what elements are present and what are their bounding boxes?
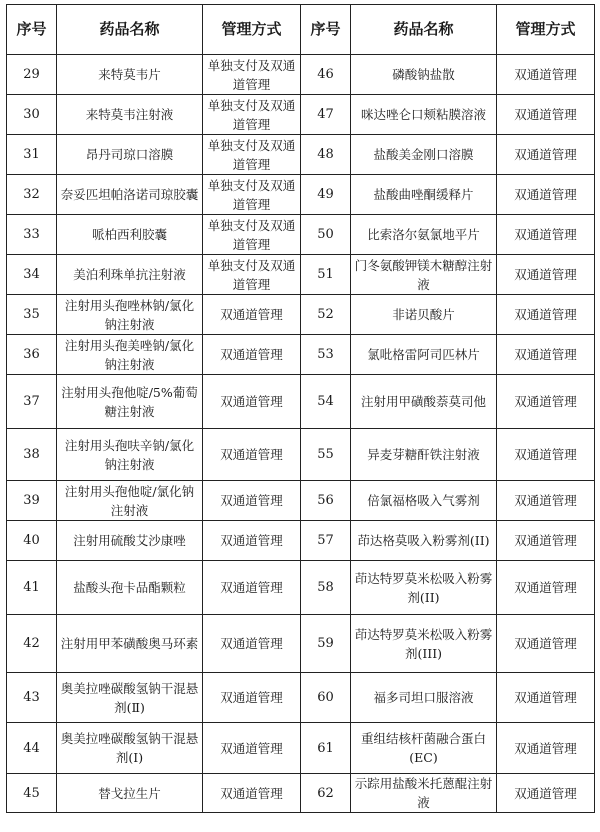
method-right: 双通道管理 [496,723,594,774]
method-right: 双通道管理 [496,774,594,813]
method-left: 双通道管理 [202,615,300,673]
no-right: 61 [300,723,350,774]
header-method-left: 管理方式 [202,5,300,55]
no-right: 49 [300,175,350,215]
no-left: 41 [7,561,57,615]
no-left: 40 [7,521,57,561]
no-left: 42 [7,615,57,673]
header-method-right: 管理方式 [496,5,594,55]
drug-name-right: 茚达特罗莫米松吸入粉雾剂(III) [351,615,497,673]
method-left: 双通道管理 [202,561,300,615]
no-left: 45 [7,774,57,813]
method-right: 双通道管理 [496,95,594,135]
table-row [7,135,595,175]
method-left: 双通道管理 [202,673,300,723]
drug-name-left: 注射用甲苯磺酸奥马环素 [57,615,203,673]
method-right: 双通道管理 [496,673,594,723]
method-left: 单独支付及双通道管理 [202,175,300,215]
table-body [7,55,595,813]
drug-name-left: 奈妥匹坦帕洛诺司琼胶囊 [57,175,203,215]
drug-name-right: 福多司坦口服溶液 [351,673,497,723]
no-left: 38 [7,429,57,481]
no-left: 43 [7,673,57,723]
table-row [7,95,595,135]
drug-name-left: 奥美拉唑碳酸氢钠干混悬剂(I) [57,723,203,774]
no-left: 36 [7,335,57,375]
drug-name-right: 非诺贝酸片 [351,295,497,335]
drug-name-right: 磷酸钠盐散 [351,55,497,95]
table-row [7,723,595,774]
method-right: 双通道管理 [496,429,594,481]
drug-name-left: 注射用头孢唑林钠/氯化钠注射液 [57,295,203,335]
drug-name-left: 美泊利珠单抗注射液 [57,255,203,295]
method-right: 双通道管理 [496,175,594,215]
method-left: 双通道管理 [202,375,300,429]
table-row [7,561,595,615]
method-left: 双通道管理 [202,723,300,774]
method-left: 双通道管理 [202,429,300,481]
no-left: 29 [7,55,57,95]
no-right: 56 [300,481,350,521]
method-right: 双通道管理 [496,521,594,561]
drug-name-left: 注射用硫酸艾沙康唑 [57,521,203,561]
drug-name-left: 昂丹司琼口溶膜 [57,135,203,175]
no-right: 48 [300,135,350,175]
table-row [7,521,595,561]
table-row [7,175,595,215]
table-row [7,615,595,673]
no-right: 51 [300,255,350,295]
method-right: 双通道管理 [496,255,594,295]
drug-name-right: 氯吡格雷阿司匹林片 [351,335,497,375]
no-right: 50 [300,215,350,255]
no-left: 39 [7,481,57,521]
drug-name-left: 来特莫韦片 [57,55,203,95]
drug-name-left: 哌柏西利胶囊 [57,215,203,255]
no-right: 54 [300,375,350,429]
no-right: 60 [300,673,350,723]
drug-name-right: 咪达唑仑口颊粘膜溶液 [351,95,497,135]
no-left: 32 [7,175,57,215]
table-row [7,55,595,95]
drug-name-left: 注射用头孢他啶/氯化钠注射液 [57,481,203,521]
table-row [7,335,595,375]
method-left: 双通道管理 [202,521,300,561]
table-row [7,481,595,521]
no-right: 59 [300,615,350,673]
no-right: 62 [300,774,350,813]
drug-name-right: 倍氯福格吸入气雾剂 [351,481,497,521]
table-row [7,295,595,335]
drug-name-left: 注射用头孢呋辛钠/氯化钠注射液 [57,429,203,481]
method-left: 双通道管理 [202,335,300,375]
drug-name-left: 注射用头孢他啶/5%葡萄糖注射液 [57,375,203,429]
header-name-right: 药品名称 [351,5,497,55]
method-right: 双通道管理 [496,135,594,175]
no-left: 35 [7,295,57,335]
drug-name-left: 奥美拉唑碳酸氢钠干混悬剂(Ⅱ) [57,673,203,723]
drug-name-right: 示踪用盐酸米托蒽醌注射液 [351,774,497,813]
method-right: 双通道管理 [496,481,594,521]
no-left: 31 [7,135,57,175]
header-name-left: 药品名称 [57,5,203,55]
drug-name-right: 比索洛尔氨氯地平片 [351,215,497,255]
drug-name-left: 盐酸头孢卡品酯颗粒 [57,561,203,615]
drug-name-right: 门冬氨酸钾镁木糖醇注射液 [351,255,497,295]
no-right: 53 [300,335,350,375]
no-right: 46 [300,55,350,95]
drug-name-right: 盐酸美金刚口溶膜 [351,135,497,175]
drug-name-right: 茚达特罗莫米松吸入粉雾剂(II) [351,561,497,615]
table-row [7,429,595,481]
header-no-left: 序号 [7,5,57,55]
method-right: 双通道管理 [496,55,594,95]
method-right: 双通道管理 [496,295,594,335]
table-row [7,774,595,813]
drug-management-table [6,4,595,813]
method-left: 单独支付及双通道管理 [202,215,300,255]
method-right: 双通道管理 [496,615,594,673]
table-row [7,375,595,429]
no-left: 34 [7,255,57,295]
no-right: 52 [300,295,350,335]
no-right: 55 [300,429,350,481]
no-left: 33 [7,215,57,255]
table-row [7,255,595,295]
no-right: 47 [300,95,350,135]
method-right: 双通道管理 [496,215,594,255]
no-right: 58 [300,561,350,615]
method-left: 单独支付及双通道管理 [202,95,300,135]
drug-name-left: 替戈拉生片 [57,774,203,813]
drug-name-right: 盐酸曲唑酮缓释片 [351,175,497,215]
drug-name-right: 注射用甲磺酸萘莫司他 [351,375,497,429]
method-left: 双通道管理 [202,774,300,813]
drug-name-right: 茚达格莫吸入粉雾剂(II) [351,521,497,561]
method-left: 双通道管理 [202,295,300,335]
drug-name-left: 来特莫韦注射液 [57,95,203,135]
method-left: 双通道管理 [202,481,300,521]
no-left: 44 [7,723,57,774]
table-row [7,215,595,255]
drug-name-left: 注射用头孢美唑钠/氯化钠注射液 [57,335,203,375]
header-row [7,5,595,55]
method-right: 双通道管理 [496,375,594,429]
header-no-right: 序号 [300,5,350,55]
method-right: 双通道管理 [496,335,594,375]
drug-name-right: 重组结核杆菌融合蛋白(EC) [351,723,497,774]
table-row [7,673,595,723]
no-right: 57 [300,521,350,561]
no-left: 37 [7,375,57,429]
method-right: 双通道管理 [496,561,594,615]
drug-name-right: 异麦芽糖酐铁注射液 [351,429,497,481]
method-left: 单独支付及双通道管理 [202,55,300,95]
method-left: 单独支付及双通道管理 [202,135,300,175]
method-left: 单独支付及双通道管理 [202,255,300,295]
no-left: 30 [7,95,57,135]
